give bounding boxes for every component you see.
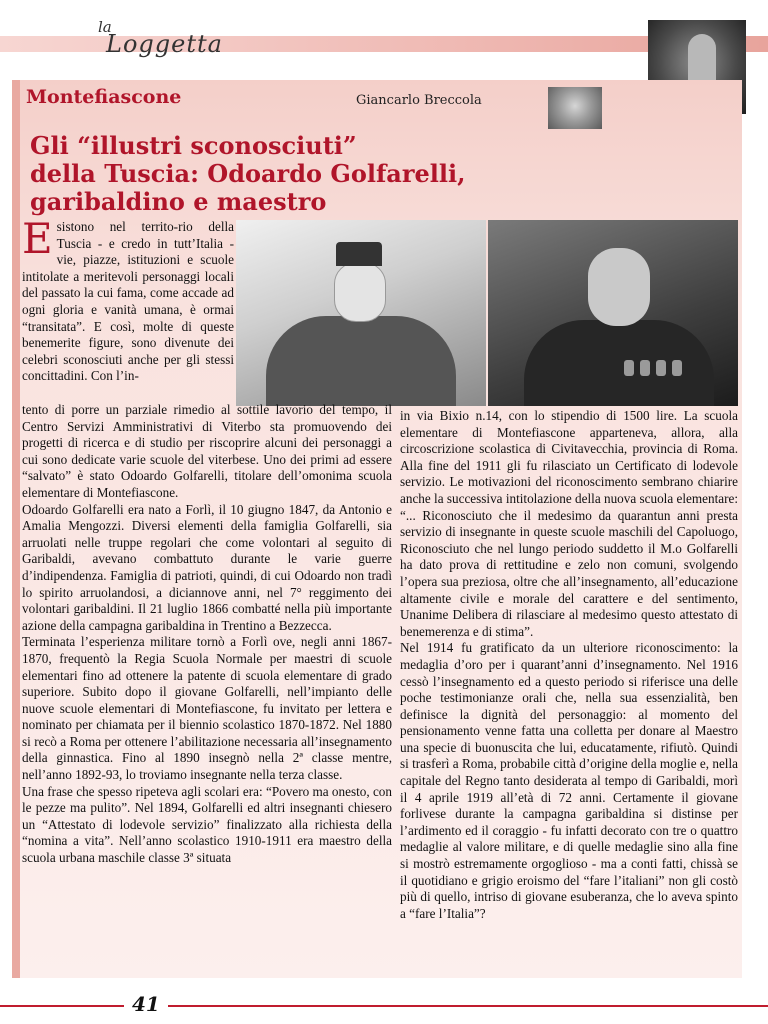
photo-coat (266, 316, 456, 406)
young-garibaldino-photo (236, 220, 486, 406)
photo-cap (336, 242, 382, 266)
elderly-golfarelli-photo (488, 220, 738, 406)
page-number: 41 (124, 992, 168, 1016)
headline-line: garibaldino e maestro (30, 187, 327, 216)
paragraph: tento di porre un parziale rimedio al sottile lavorio del tempo, il Centro Servizi Amministrativi di Viterbo sta promuovendo dei progetti di ricerca e di studio per riscoprire alcuni dei personaggi a cui sono dedicate varie scuole del viterbese. Uno dei primi ad essere “salvato” è stato Odoardo Golfarelli, titolare dell’omonima scuola elementare di Montefiascone. (22, 402, 392, 500)
medal-icon (672, 360, 682, 376)
article-intro (22, 214, 234, 385)
section-label: Montefiascone (26, 86, 182, 108)
article-column-1 (22, 402, 392, 867)
author-photo (548, 87, 602, 129)
medal-icon (656, 360, 666, 376)
author-name: Giancarlo Breccola (356, 93, 482, 108)
headline-line: della Tuscia: Odoardo Golfarelli, (30, 159, 466, 188)
paragraph: Terminata l’esperienza militare tornò a Forlì ove, negli anni 1867-1870, frequentò la Regia Scuola Normale per maestri di scuole elementari fino ad ottenere la patente di scuola elementare di grado superiore. Subito dopo il giovane Golfarelli, nell’impianto delle nuove scuole elementari di Montefiascone, fu invitato per lettera e nominato per chiamata per il biennio scolastico 1870-1872. Nel 1880 si recò a Roma per ottenere l’abilitazione necessaria all’insegnamento della ginnastica. Fino al 1890 insegnò nella 2ª classe mentre, nell’anno 1892-93, lo troviamo insegnante nella terza classe. (22, 634, 392, 783)
photo-face (588, 248, 650, 326)
drop-cap: E (22, 214, 53, 263)
medal-icon (640, 360, 650, 376)
article-column-2 (400, 408, 738, 922)
paragraph: Odoardo Golfarelli era nato a Forlì, il 10 giugno 1847, da Antonio e Amalia Mengozzi. Diversi elementi della famiglia Golfarelli, sia arruolati nelle truppe regolari che come volontari al seguito di Garibaldi, avevano combattuto durante le varie guerre d’indipendenza. Famiglia di patrioti, quindi, di cui Odoardo non tradì lo spirito arruolandosi, a diciannove anni, nel 7° reggimento dei volontari garibaldini. Il 21 luglio 1866 combatté nella più importante azione della campagna garibaldina in Trentino a Bezzecca. (22, 501, 392, 633)
intro-text: sistono nel territo-rio della Tuscia - e credo in tutt’Italia - vie, piazze, istituzioni e scuole intitolate a meritevoli personaggi locali del passato la cui fama, come accade ad ogni gloria e vanità umana, è ormai “transitata”. E così, molte di queste benemerite figure, sono divenute dei celebri sconosciuti anche per gli stessi concittadini. Con l’in- (22, 219, 234, 384)
headline-line: Gli “illustri sconosciuti” (30, 131, 357, 160)
article-headline (30, 132, 750, 216)
paragraph: Nel 1914 fu gratificato da un ulteriore riconoscimento: la medaglia d’oro per i quarant’anni d’insegnamento. Nel 1916 cessò l’insegnamento ed a questo periodo si riferisce una delle poche testimonianze orali che, nella sua essenzialità, ben definisce la dignità del personaggio: al momento del pensionamento venne fatta una colletta per donare al Maestro una specie di buonuscita che lui, educatamente, rifiutò. Quindi si trasferì a Roma, probabile città d’origine della moglie e, nella capitale del Regno tanto desiderata al tempo di Garibaldi, morì il 4 aprile 1919 all’età di 72 anni. Certamente il giovane forlivese durante la campagna garibaldina si distinse per l’ardimento ed il coraggio - fu infatti decorato con tre o quattro medaglie al valore militare, e di quelle medaglie sino alla fine si mostrò estremamente orgoglioso - ma a conti fatti, chissà se il quotidiano e grigio eroismo del “fare l’italiani” non gli costò più di quello, intriso di giovane esuberanza, che lo aveva spinto a “fare l’Italia”? (400, 640, 738, 921)
logo-la: la (98, 18, 112, 36)
photo-coat (524, 320, 714, 406)
logo-name: Loggetta (106, 30, 223, 58)
medal-icon (624, 360, 634, 376)
photo-face (334, 262, 386, 322)
paragraph: Una frase che spesso ripeteva agli scolari era: “Povero ma onesto, con le pezze ma pulito”. Nel 1894, Golfarelli ed altri insegnanti chiesero un “Attestato di lodevole servizio” finalizzato alla richiesta della “nomina a vita”. Nell’anno scolastico 1910-1911 era maestro della scuola urbana maschile classe 3ª situata (22, 783, 392, 866)
paragraph: in via Bixio n.14, con lo stipendio di 1500 lire. La scuola elementare di Montefiascone apparteneva, allora, alla circoscrizione scolastica di Civitavecchia, provincia di Roma. Alla fine del 1911 gli fu rilasciato un Certificato di lodevole servizio. Le motivazioni del riconoscimento sembrano chiarire anche la successiva intitolazione della nuova scuola elementare: “... Riconosciuto che il medesimo da quarantun anni presta servizio di insegnante in queste scuole maschili del Capoluogo, Riconosciuto che nel lungo periodo suddetto il M.o Golfarelli ha dato prova di rettitudine e zelo non comuni, svolgendo l’opera sua preziosa, oltre che all’insegnamento, all’educazione altamente civile e morale del carattere e del sentimento, Unanime Delibera di rilasciare al medesimo questo attestato di benemerenza e di stima”. (400, 408, 738, 639)
magazine-logo (98, 18, 228, 58)
footer-rule (0, 1005, 768, 1007)
